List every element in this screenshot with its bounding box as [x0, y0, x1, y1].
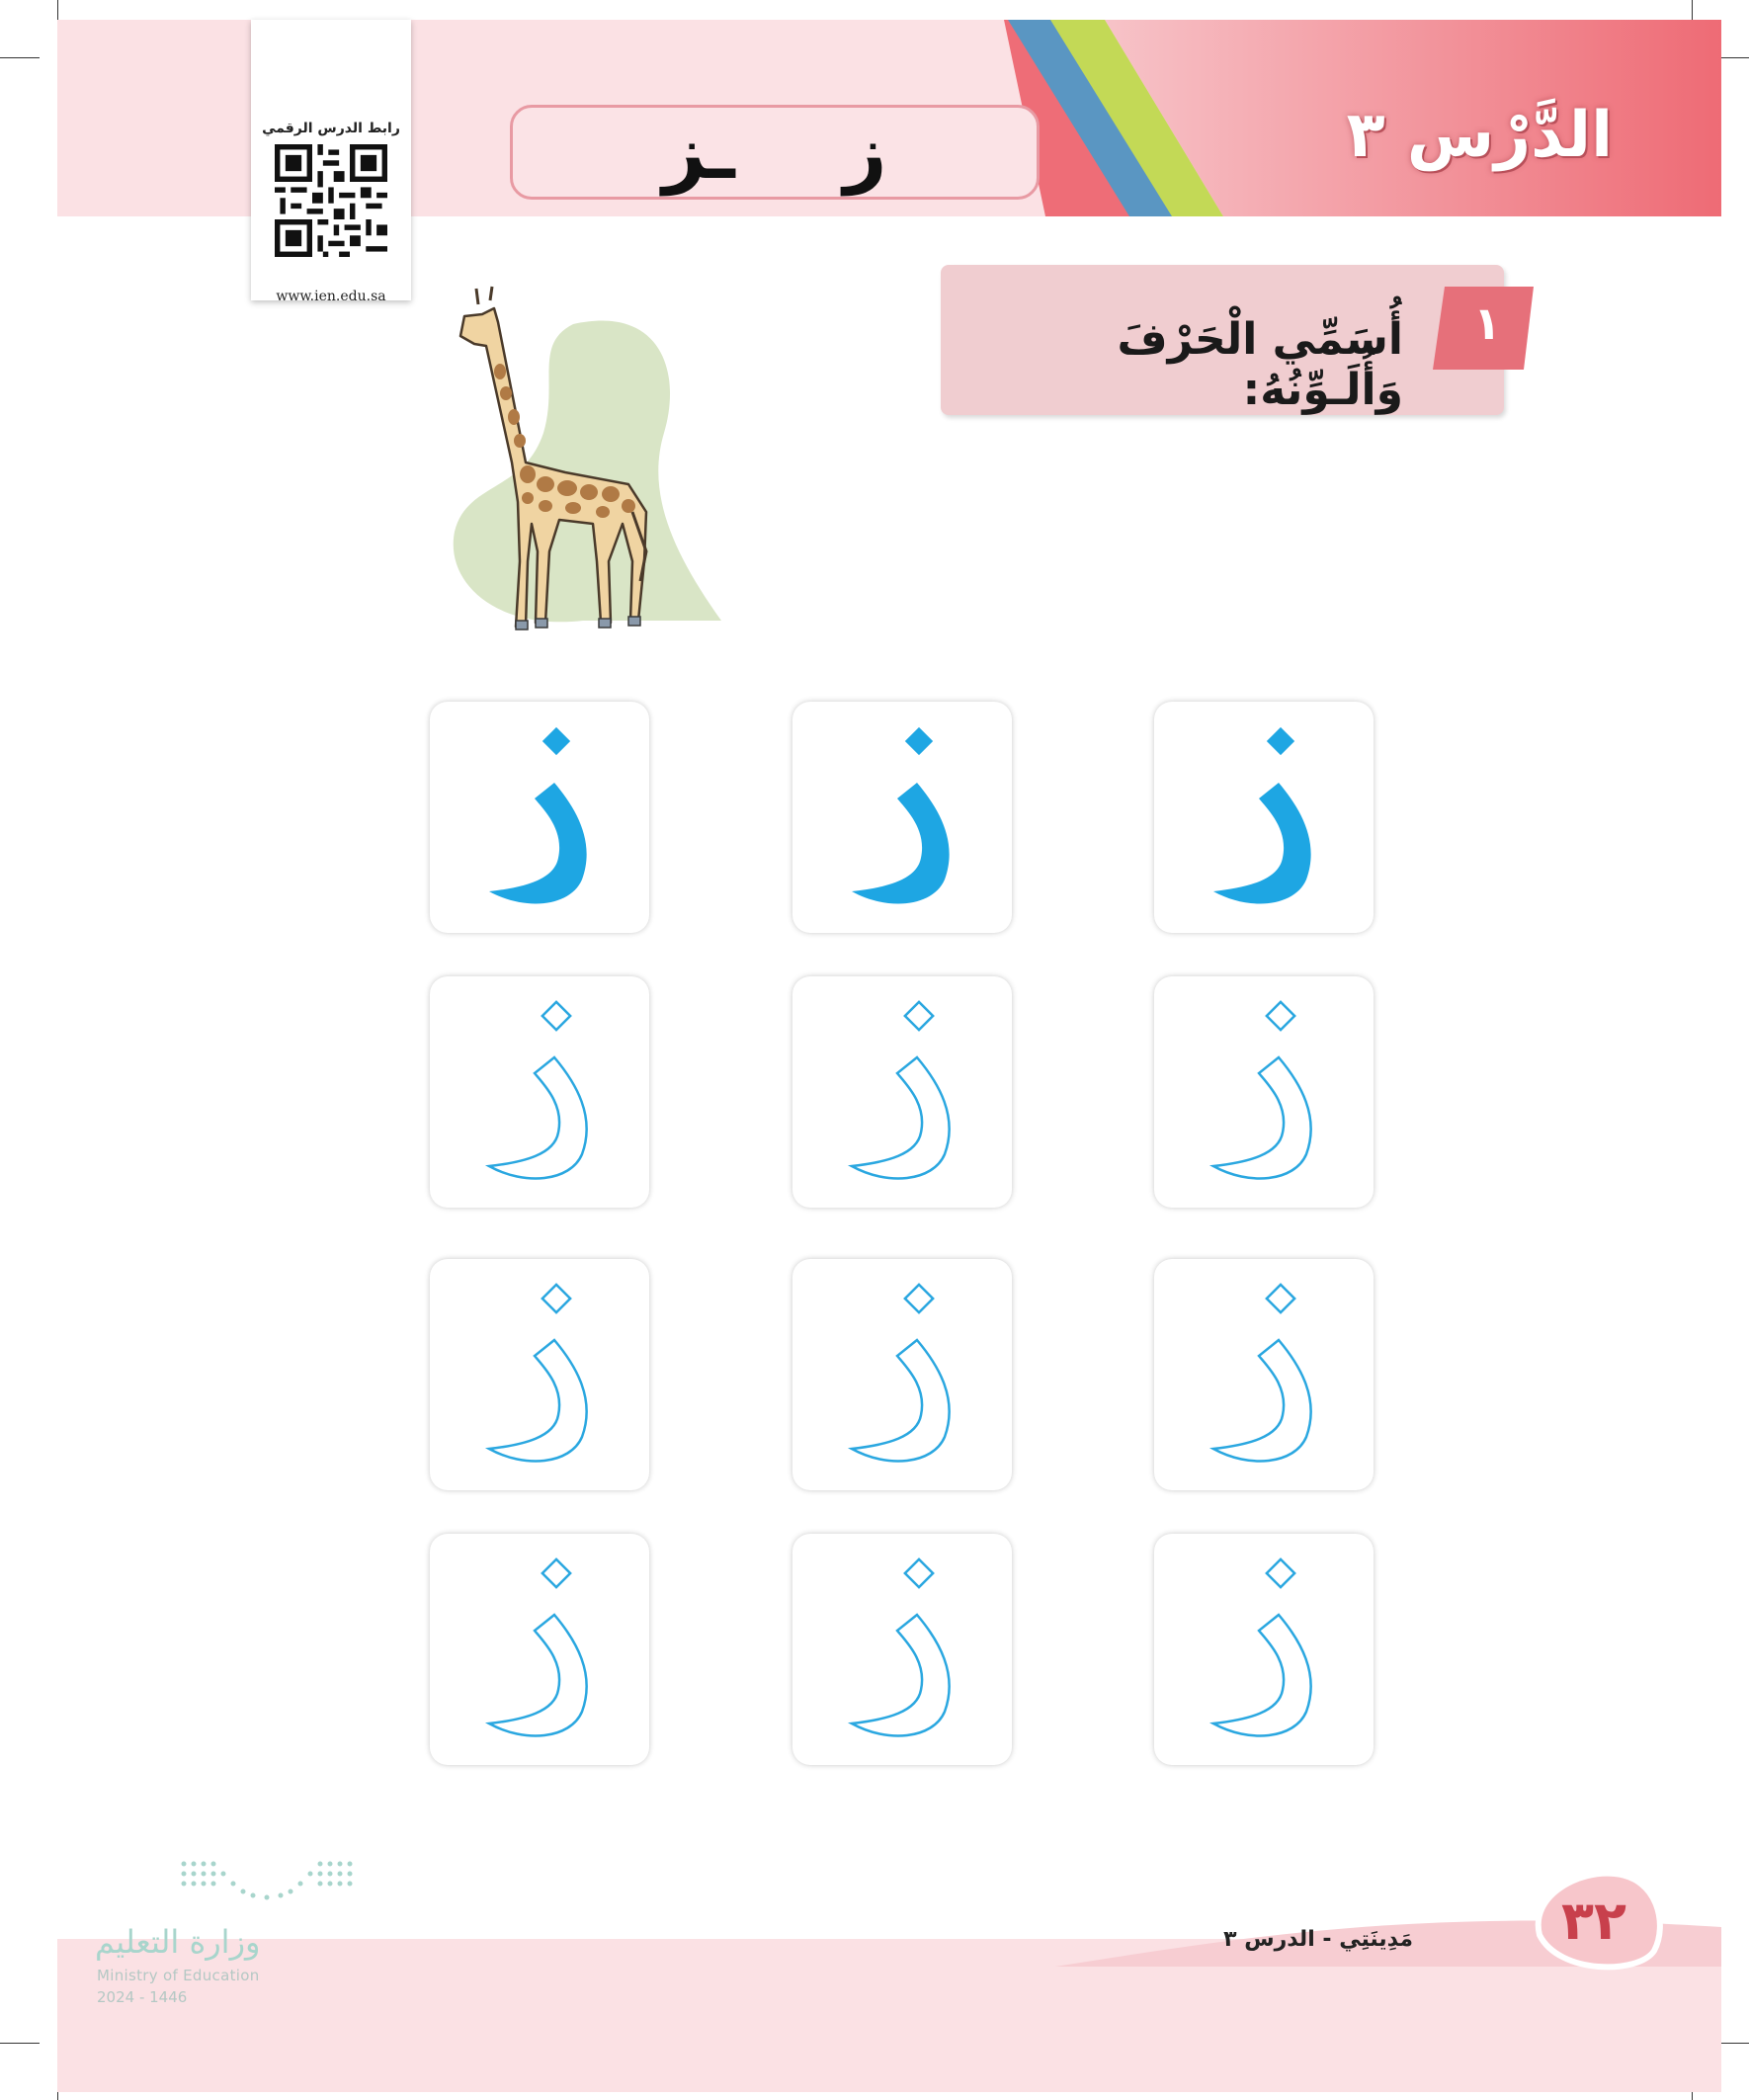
outline-letter-tile[interactable]	[430, 1259, 649, 1490]
instruction-text: أُسَمِّي الْحَرْفَ وَأُلَـوِّنُهُ:	[1117, 314, 1403, 415]
filled-letter-tile	[1154, 702, 1374, 933]
letter-zay-outline-icon[interactable]	[465, 1546, 614, 1753]
letter-form-isolated: ز	[843, 108, 887, 196]
filled-letter-tile	[430, 702, 649, 933]
outline-letter-tile[interactable]	[792, 1259, 1012, 1490]
page-number: ٣٢	[1561, 1890, 1626, 1952]
letter-zay-filled-icon	[1190, 714, 1338, 921]
letter-zay-outline-icon[interactable]	[465, 988, 614, 1196]
letter-zay-outline-icon[interactable]	[1190, 1546, 1338, 1753]
outline-letter-tile[interactable]	[1154, 1259, 1374, 1490]
qr-code-icon[interactable]	[275, 144, 387, 257]
ministry-year: 2024 - 1446	[97, 1988, 188, 2006]
outline-letter-tile[interactable]	[1154, 976, 1374, 1208]
instruction-number: ١	[1472, 296, 1502, 350]
qr-caption: رابط الدرس الرقمي	[262, 121, 400, 136]
outline-letter-tile[interactable]	[792, 976, 1012, 1208]
letter-zay-outline-icon[interactable]	[828, 1271, 976, 1478]
letter-zay-filled-icon	[465, 714, 614, 921]
letter-zay-outline-icon[interactable]	[828, 988, 976, 1196]
letter-zay-outline-icon[interactable]	[1190, 1271, 1338, 1478]
giraffe-illustration	[435, 265, 731, 650]
outline-letter-tile[interactable]	[430, 1534, 649, 1765]
letter-zay-outline-icon[interactable]	[828, 1546, 976, 1753]
letter-zay-outline-icon[interactable]	[1190, 988, 1338, 1196]
crop-mark	[0, 57, 40, 58]
crop-mark	[0, 2043, 40, 2044]
letter-zay-outline-icon[interactable]	[465, 1271, 614, 1478]
ministry-name-english: Ministry of Education	[97, 1967, 260, 1984]
ministry-logo-icon	[178, 1856, 356, 1907]
outline-letter-tile[interactable]	[1154, 1534, 1374, 1765]
letter-forms-box	[510, 105, 1040, 200]
letter-form-connected: ـز	[662, 108, 735, 196]
letter-zay-filled-icon	[828, 714, 976, 921]
qr-card[interactable]	[251, 20, 411, 304]
lesson-title: الدَّرْس ٣	[1346, 99, 1613, 172]
qr-url[interactable]: www.ien.edu.sa	[276, 289, 386, 304]
outline-letter-tile[interactable]	[430, 976, 649, 1208]
ministry-name-arabic: وزارة التعليم	[95, 1923, 261, 1961]
footer-caption: مَدِينَتِي - الدرس ٣	[1223, 1927, 1413, 1952]
outline-letter-tile[interactable]	[792, 1534, 1012, 1765]
filled-letter-tile	[792, 702, 1012, 933]
